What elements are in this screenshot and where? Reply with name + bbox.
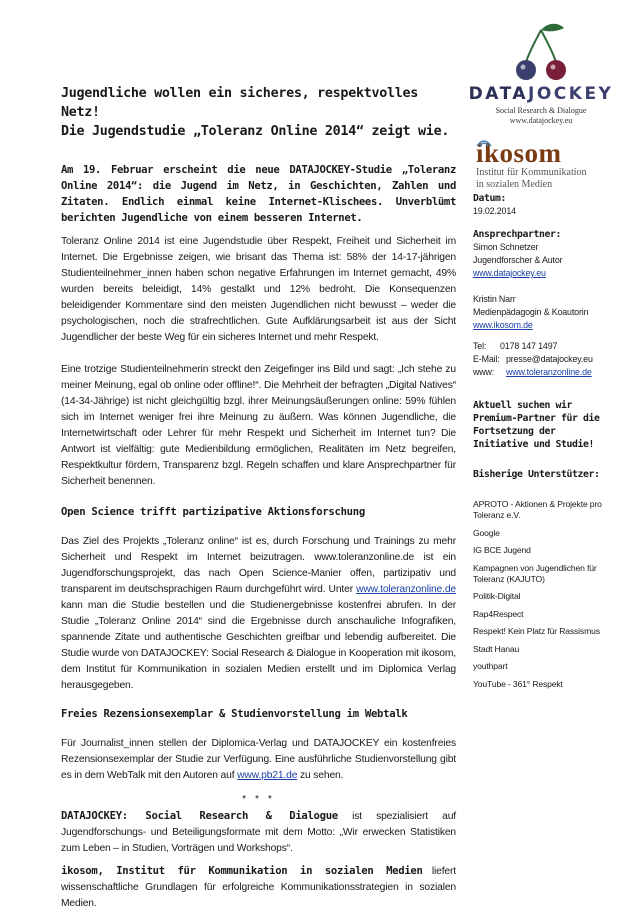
ikosom-tagline-1: Institut für Kommunikation	[476, 167, 587, 178]
date-label: Datum:	[473, 193, 506, 204]
cherry-icon	[466, 18, 616, 84]
about-ikosom-text: liefert wissenschaftliche Grundlagen für erfolgreiche Kommunikationsstrategien in sozialen Medien.	[61, 866, 456, 909]
www-row	[473, 366, 613, 379]
headline	[61, 84, 456, 141]
wordmark-jockey: JOCKEY	[528, 84, 614, 104]
datajockey-logo	[466, 18, 616, 130]
headline-line-2: Die Jugendstudie „Toleranz Online 2014“ zeigt wie.	[61, 124, 450, 139]
ikosom-tagline-2: in sozialen Medien	[476, 178, 553, 190]
about-datajockey-text: ist spezialisiert auf Jugendforschungs- und Beteiligungsformate mit dem Motto: „Wir erwecken Statistiken zum Leben – in Studien, Vorträgen und Workshops“.	[61, 811, 456, 854]
lead-paragraph: Am 19. Februar erscheint die neue DATAJOCKEY-Studie „Toleranz Online 2014“: die Jugend im Netz, in Geschichten, Zahlen und Zitaten. Endlich einmal keine Internet-Klischees. Unverblümt berichten Jugendliche von einem besseren Internet.	[61, 164, 456, 224]
text-segment: Für Journalist_innen stellen der Diplomica-Verlag und DATAJOCKEY ein kostenfreies Rezensionsexemplar der Studie zur Verfügung. Eine ausführliche Studienvorstellung gibt es in dem WebTalk mit den Autoren auf	[61, 738, 456, 781]
contact2-web-link[interactable]: www.ikosom.de	[473, 320, 533, 330]
sidebar	[473, 192, 613, 696]
tel-label: Tel:	[473, 341, 487, 351]
date-value: 19.02.2014	[473, 206, 516, 216]
contact2-role: Medienpädagogin & Koautorin	[473, 307, 589, 317]
section-paragraph-webtalk	[61, 736, 456, 784]
about-datajockey-name: DATAJOCKEY: Social Research & Dialogue	[61, 810, 338, 822]
ikosom-logo	[474, 138, 624, 188]
ikosom-wordmark: ikosom	[476, 138, 562, 168]
www-label: www:	[473, 367, 495, 377]
contact1-role: Jugendforscher & Autor	[473, 255, 563, 265]
datajockey-tagline-1: Social Research & Dialogue	[495, 106, 587, 115]
supporter-item: Rap4Respect	[473, 608, 524, 619]
supporter-item: IG BCE Jugend	[473, 545, 531, 555]
body-paragraph-1: Toleranz Online 2014 ist eine Jugendstudie über Respekt, Freiheit und Sicherheit im Internet. Die Ergebnisse zeigen, wie brisant das Thema ist: 58% der 14-17-jährigen Studienteilnehmer_innen haben schon negative Erfahrungen im Internet gemacht, 49% wurden bereits beleidigt, 14% gestalkt und 12% bedroht. Die Konsequenzen beleidigender Kommentare sind den meisten Jugendlichen nicht bewusst – weder die psychologischen, noch die strafrechtlichen. Gute Aufklärungsarbeit ist aus der Sicht Jugendlicher der beste Weg für ein sicheres Internet und mehr Respekt.	[61, 236, 456, 343]
supporters-list	[473, 499, 613, 690]
text-segment: zu sehen.	[297, 770, 344, 781]
ikosom-tagline	[476, 167, 626, 190]
email-row	[473, 353, 613, 366]
about-ikosom	[61, 863, 456, 912]
separator: * * *	[242, 794, 275, 805]
text-segment: Das Ziel des Projekts „Toleranz online“ ist es, durch Forschung und Trainings zu mehr Sicherheit und Respekt im Internet beizutragen. www.toleranzonline.de ist ein Jugendforschungsprojekt, das nach Open Science-Manier offen, partizipativ und transparent im deutschsprachigen Raum durchgeführt wird. Unter	[61, 536, 456, 595]
tel-row	[473, 340, 613, 353]
supporter-item: Politik-Digital	[473, 591, 521, 601]
datajockey-tagline-2: www.datajockey.eu	[509, 116, 573, 125]
call-to-action: Aktuell suchen wir Premium-Partner für die Fortsetzung der Initiative und Studie!	[473, 400, 600, 450]
datajockey-wordmark	[466, 84, 616, 104]
www-link[interactable]: www.toleranzonline.de	[506, 367, 592, 377]
email-value[interactable]: presse@datajockey.eu	[506, 354, 593, 364]
about-ikosom-name: ikosom, Institut für Kommunikation in sozialen Medien	[61, 865, 423, 877]
signal-waves-icon	[474, 134, 494, 148]
section-heading-webtalk: Freies Rezensionsexemplar & Studienvorstellung im Webtalk	[61, 708, 408, 720]
body-paragraph-2: Eine trotzige Studienteilnehmerin streckt den Zeigefinger ins Bild und sagt: „Ich stehe zu meiner Meinung, egal ob online oder offline!“. Die Mehrheit der befragten „Digital Natives“ (14-34-Jährige) ist nicht gleichgültig bzgl. ihrer Meinungsäußerungen online: 59% fühlen sich im Internet weniger frei ihre Meinung zu äußern. Was können Jugendliche, die Internetwirtschaft oder Lehrer für mehr Respekt und Sicherheit im Internet tun? Die Antwort ist vielfältig: gute Medienbildung ermöglichen, Realitäten im Netz begreifen, Respektkultur fördern, Transparenz bzgl. Regeln schaffen und klare Ansprechpartner für Sicherheit benennen.	[61, 364, 456, 487]
supporter-item: Google	[473, 527, 500, 538]
supporter-item: Stadt Hanau	[473, 643, 520, 654]
tel-value[interactable]: 0178 147 1497	[500, 341, 558, 351]
wordmark-data: DATA	[468, 84, 529, 104]
contact2-name: Kristin Narr	[473, 294, 516, 304]
pb21-link[interactable]: www.pb21.de	[237, 770, 298, 781]
toleranzonline-link[interactable]: www.toleranzonline.de	[356, 584, 456, 595]
contact1-web-link[interactable]: www.datajockey.eu	[473, 268, 546, 278]
supporter-item: Kampagnen von Jugendlichen für Toleranz (KAJUTO)	[473, 562, 597, 584]
contact1-name: Simon Schnetzer	[473, 242, 539, 252]
supporter-item: YouTube - 361° Respekt	[473, 678, 563, 689]
headline-line-1: Jugendliche wollen ein sicheres, respektvolles Netz!	[61, 86, 419, 120]
supporters-label: Bisherige Unterstützer:	[473, 469, 600, 480]
text-segment: kann man die Studie bestellen und die Studienergebnisse kostenfrei abrufen. In der Studie „Toleranz Online 2014“ sind die Ergebnisse durch anschauliche Infografiken, spannende Zitate und authentische Geschichten greifbar und lebendig aufbereitet. Die Studie wurde von DATAJOCKEY: Social Research & Dialogue in Kooperation mit ikosom, dem Institut für Kommunikation in sozialen Medien erstellt und im Diplomica Verlag herausgegeben.	[61, 600, 456, 691]
supporter-item: youthpart	[473, 661, 508, 671]
supporter-item: APROTO - Aktionen & Projekte pro Toleranz e.V.	[473, 499, 602, 520]
contacts-label: Ansprechpartner:	[473, 229, 561, 240]
datajockey-tagline	[466, 106, 616, 126]
section-heading-open-science: Open Science trifft partizipative Aktionsforschung	[61, 506, 365, 518]
about-datajockey	[61, 808, 456, 857]
supporter-item: Respekt! Kein Platz für Rassismus	[473, 626, 600, 636]
main-column	[61, 84, 456, 912]
email-label: E-Mail:	[473, 354, 500, 364]
section-paragraph-open-science	[61, 534, 456, 694]
